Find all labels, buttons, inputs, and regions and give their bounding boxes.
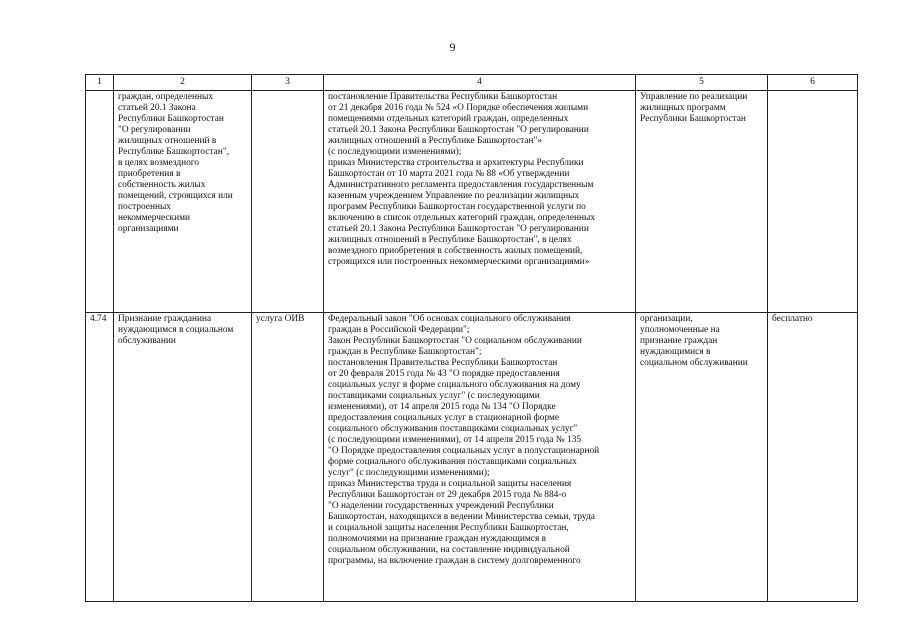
- cell-legal-basis: постановление Правительства Республики Башкортостан от 21 декабря 2016 года № 524 «О Порядке обеспечения жилыми помещениями отдельных категорий граждан, определенных статьей 20.1 Закона Республики Башкортостан "О регулировании жилищных отношений в Республике Башкортостан"» (с последующими изменениями); приказ Министерства строительства и архитектуры Республики Башкортостан от 10 марта 2021 года № 88 «Об утверждении Административного регламента предоставления государственным казенным учреждением Управление по реализации жилищных программ Республики Башкортостан государственной услуги по включению в список отдельных категорий граждан, определенных статьей 20.1 Закона Республики Башкортостан "О регулировании жилищных отношений в Республике Башкортостан", в целях возмездного приобретения в собственность жилых помещений, строящихся или построенных некоммерческими организациями»: [324, 91, 636, 313]
- column-header: 5: [636, 75, 768, 91]
- table-row: [86, 313, 858, 602]
- column-header: 6: [768, 75, 858, 91]
- column-header: 3: [252, 75, 324, 91]
- cell-cost: бесплатно: [768, 313, 858, 602]
- table-row: [86, 91, 858, 313]
- column-header: 2: [114, 75, 252, 91]
- cell-service-type: [252, 91, 324, 313]
- page-number: 9: [449, 40, 456, 54]
- cell-provider: Управление по реализации жилищных программ Республики Башкортостан: [636, 91, 768, 313]
- column-header: 1: [86, 75, 114, 91]
- table-header-row: [86, 75, 858, 91]
- services-table: [85, 74, 858, 602]
- column-header: 4: [324, 75, 636, 91]
- cell-provider: организации, уполномоченные на признание граждан нуждающимися в социальном обслуживании: [636, 313, 768, 602]
- cell-number: [86, 91, 114, 313]
- cell-cost: [768, 91, 858, 313]
- cell-service-type: услуга ОИВ: [252, 313, 324, 602]
- cell-number: 4.74: [86, 313, 114, 602]
- cell-legal-basis: Федеральный закон "Об основах социального обслуживания граждан в Российской Федерации"; Закон Республики Башкортостан "О социальном обслуживании граждан в Республике Башкортостан"; постановления Правительства Республики Башкортостан от 20 февраля 2015 года № 43 "О порядке предоставления социальных услуг в форме социального обслуживания на дому поставщиками социальных услуг" (с последующими изменениями), от 14 апреля 2015 года № 134 "О Порядке предоставления социальных услуг в стационарной форме социального обслуживания поставщиками социальных услуг" (с последующими изменениями), от 14 апреля 2015 года № 135 "О Порядке предоставления социальных услуг в полустационарной форме социального обслуживания поставщиками социальных услуг" (с последующими изменениями); приказ Министерства труда и социальной защиты населения Республики Башкортостан от 29 декабря 2015 года № 884-о "О наделении государственных учреждений Республики Башкортостан, находящихся в ведении Министерства семьи, труда и социальной защиты населения Республики Башкортостан, полномочиями на признание граждан нуждающимся в социальном обслуживании, на составление индивидуальной программы, на включение граждан в систему долговременного: [324, 313, 636, 602]
- cell-service-name: Признание гражданина нуждающимся в социальном обслуживании: [114, 313, 252, 602]
- cell-service-name: граждан, определенных статьей 20.1 Закона Республики Башкортостан "О регулировании жилищных отношений в Республике Башкортостан", в целях возмездного приобретения в собственность жилых помещений, строящихся или построенных некоммерческими организациями: [114, 91, 252, 313]
